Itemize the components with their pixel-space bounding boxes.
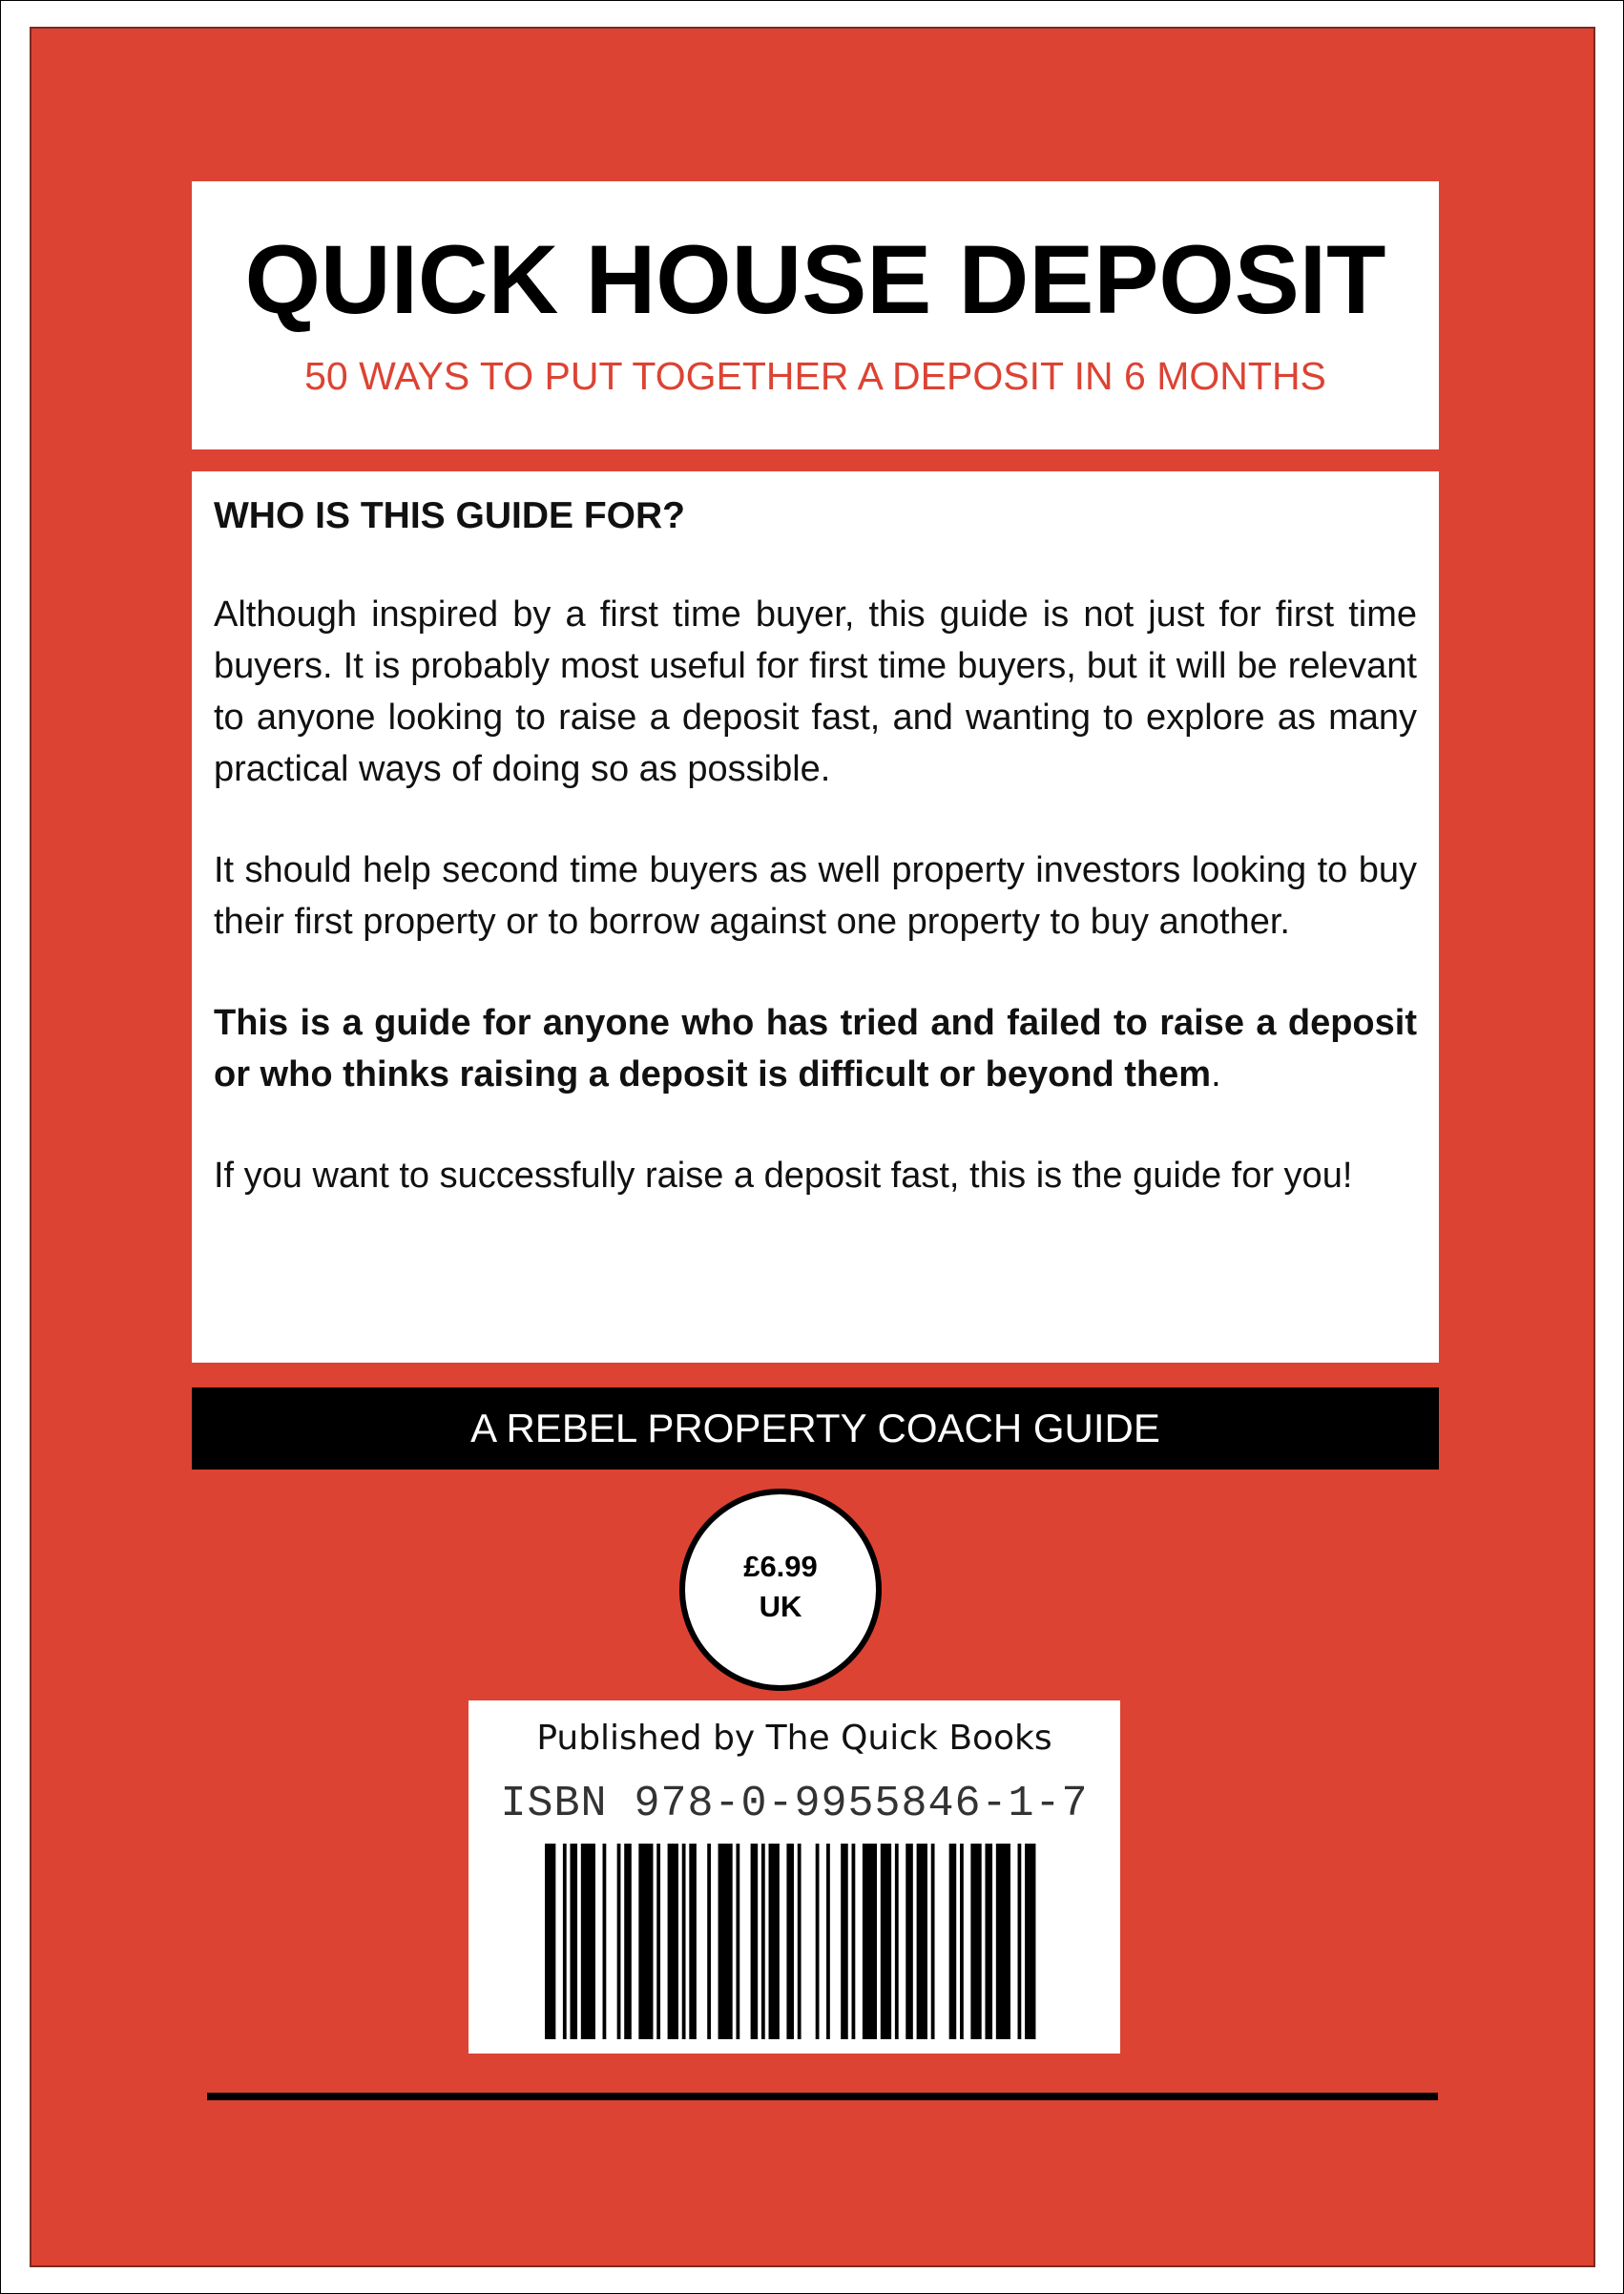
series-banner: A REBEL PROPERTY COACH GUIDE xyxy=(192,1387,1439,1470)
section-heading: WHO IS THIS GUIDE FOR? xyxy=(214,495,685,536)
price-value: £6.99 xyxy=(743,1550,818,1583)
barcode-panel xyxy=(468,1700,1120,2054)
barcode-icon xyxy=(545,1844,1043,2039)
price-region: UK xyxy=(759,1590,802,1623)
paragraph-3-bold: This is a guide for anyone who has tried and failed to raise a deposit or who thinks raising a deposit is difficult or beyond them xyxy=(214,1002,1417,1095)
bottom-rule xyxy=(207,2093,1438,2100)
paragraph-3 xyxy=(214,997,1417,1100)
description-panel xyxy=(192,471,1439,1363)
book-title: QUICK HOUSE DEPOSIT xyxy=(244,225,1386,334)
book-subtitle: 50 WAYS TO PUT TOGETHER A DEPOSIT IN 6 MONTHS xyxy=(304,354,1326,398)
paragraph-3-tail: . xyxy=(1211,1053,1221,1095)
paragraph-1: Although inspired by a first time buyer, this guide is not just for first time buyers. It is probably most useful for first time buyers, but it will be relevant to anyone looking to raise a deposit fast, and wanting to explore as many practical ways of doing so as possible. xyxy=(214,594,1417,789)
title-panel xyxy=(192,181,1439,449)
price-badge xyxy=(679,1489,882,1691)
paragraph-2: It should help second time buyers as well property investors looking to buy their first property or to borrow against one property to buy another. xyxy=(214,849,1417,942)
paragraph-4: If you want to successfully raise a deposit fast, this is the guide for you! xyxy=(214,1155,1353,1196)
isbn-line: ISBN 978-0-9955846-1-7 xyxy=(500,1780,1089,1828)
publisher-line: Published by The Quick Books xyxy=(536,1719,1052,1758)
